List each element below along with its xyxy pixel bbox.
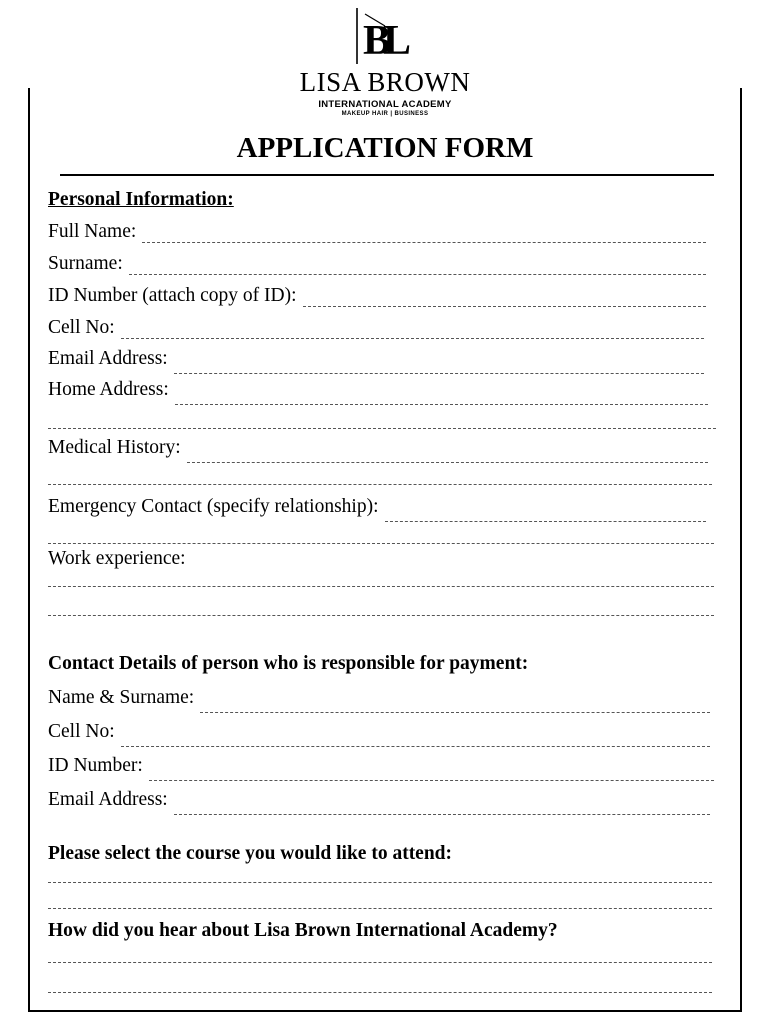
brand-tagline: MAKEUP HAIR | BUSINESS — [341, 111, 429, 117]
cell-row — [48, 316, 704, 340]
referral-field-line-2[interactable] — [48, 992, 712, 993]
cell-label: Cell No: — [48, 317, 115, 338]
surname-field[interactable] — [129, 274, 706, 275]
payer-cell-label: Cell No: — [48, 721, 115, 742]
email-field[interactable] — [174, 373, 704, 374]
payment-contact-heading: Contact Details of person who is responsible for payment: — [48, 653, 529, 674]
medical-history-field[interactable] — [187, 462, 708, 463]
work-experience-field-line-2[interactable] — [48, 615, 714, 616]
full-name-row — [48, 220, 706, 244]
payer-id-label: ID Number: — [48, 755, 143, 776]
form-border-bottom — [28, 1010, 742, 1012]
form-title: APPLICATION FORM — [236, 132, 534, 164]
course-field-line-1[interactable] — [48, 882, 712, 883]
emergency-contact-row — [48, 495, 706, 519]
referral-question: How did you hear about Lisa Brown International Academy? — [48, 920, 558, 941]
payer-cell-field[interactable] — [121, 746, 710, 747]
id-number-row — [48, 284, 706, 308]
form-border-left — [28, 88, 30, 1012]
surname-label: Surname: — [48, 253, 123, 274]
id-number-label: ID Number (attach copy of ID): — [48, 285, 297, 306]
academy-logo — [355, 6, 415, 64]
payer-id-row — [48, 754, 714, 778]
work-experience-row — [48, 547, 448, 571]
id-number-field[interactable] — [303, 306, 706, 307]
full-name-field[interactable] — [142, 242, 706, 243]
medical-history-field-line-2[interactable] — [48, 484, 712, 485]
work-experience-field-line-1[interactable] — [48, 586, 714, 587]
course-question: Please select the course you would like to attend: — [48, 843, 453, 864]
emergency-contact-field[interactable] — [385, 521, 707, 522]
email-label: Email Address: — [48, 348, 168, 369]
full-name-label: Full Name: — [48, 221, 137, 242]
payer-cell-row — [48, 720, 710, 744]
home-address-field-line-2[interactable] — [48, 428, 716, 429]
course-field-line-2[interactable] — [48, 908, 712, 909]
home-address-row — [48, 378, 708, 402]
emergency-contact-field-line-2[interactable] — [48, 543, 714, 544]
title-divider — [60, 174, 714, 176]
cell-field[interactable] — [121, 338, 704, 339]
personal-info-heading: Personal Information: — [48, 189, 234, 210]
medical-history-row — [48, 436, 708, 460]
home-address-field[interactable] — [175, 404, 708, 405]
payer-name-field[interactable] — [200, 712, 710, 713]
payer-email-field[interactable] — [174, 814, 710, 815]
payer-email-row — [48, 788, 710, 812]
brand-subtitle: INTERNATIONAL ACADEMY — [318, 99, 452, 110]
email-row — [48, 347, 704, 371]
surname-row — [48, 252, 706, 276]
medical-history-label: Medical History: — [48, 437, 181, 458]
payer-name-label: Name & Surname: — [48, 687, 195, 708]
payer-email-label: Email Address: — [48, 789, 168, 810]
brand-name: LISA BROWN — [299, 67, 471, 97]
work-experience-label: Work experience: — [48, 548, 186, 569]
form-border-right — [740, 88, 742, 1012]
referral-field-line-1[interactable] — [48, 962, 712, 963]
payer-name-row — [48, 686, 710, 710]
emergency-contact-label: Emergency Contact (specify relationship): — [48, 496, 379, 517]
logo-monogram: BL — [363, 18, 404, 64]
payer-id-field[interactable] — [149, 780, 714, 781]
home-address-label: Home Address: — [48, 379, 169, 400]
